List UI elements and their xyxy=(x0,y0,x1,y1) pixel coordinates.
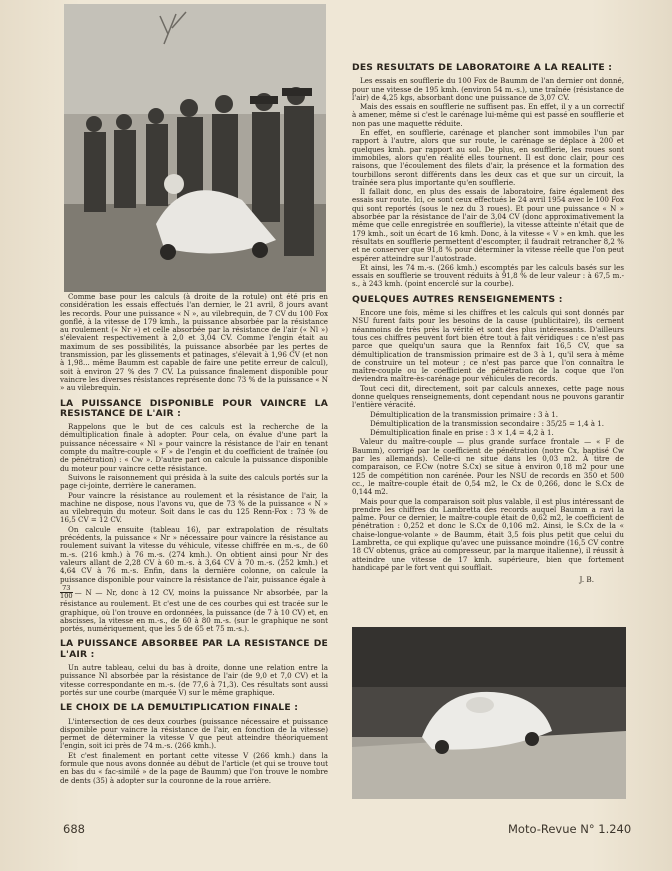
heading-puissance-disponible: LA PUISSANCE DISPONIBLE POUR VAINCRE LA RESISTANCE DE L'AIR : xyxy=(60,397,328,419)
paragraph: Les essais en soufflerie du 100 Fox de Baumm de l'an dernier ont donné, pour une vitesse de 195 kmh. (environ 54 m.-s.), une traînée (résistance de l'air) de 4,25 kgs, absorbant donc une puissance de 3,07 CV. xyxy=(352,76,624,102)
paragraph: Mais pour que la comparaison soit plus valable, il est plus intéressant de prendre les chiffres du Lambretta des records auquel Baumm a ravi la palme. Pour ce dernier, le maître-couple était de 0,62 m2, le coefficient de pénétration : 0,252 et donc le S.Cx de 0,106 m2. Ainsi, le S.Cx de la « chaise-longue-volante » de Baumm, était 3,5 fois plus petit que celui du Lambretta, ce qui explique qu'avec une puissance moindre (16,5 CV contre 18 CV obtenus, grâce au compresseur, par la marque italienne), il réussit à atteindre une vitesse de 17 kmh. supérieure, bien que fortement handicapé par le fort vent qui soufflait. xyxy=(352,496,624,572)
fraction xyxy=(60,585,73,601)
magazine-footer: Moto-Revue N° 1.240 xyxy=(508,822,632,836)
paragraph: Tout ceci dit, directement, soit par calculs annexes, cette page nous donne quelques renseignements, dont cependant nous ne pouvons garantir l'entière véracité. xyxy=(352,383,624,410)
paragraph: L'intersection de ces deux courbes (puissance nécessaire et puissance disponible pour vaincre la résistance de l'air, en fonction de la vitesse) permet de déterminer la vitesse V que peut atteindre théoriquement l'engin, soit ici près de 74 m.-s. (266 kmh.). xyxy=(60,716,328,751)
paragraph: Et c'est finalement en portant cette vitesse V (266 kmh.) dans la formule que nous avons donnée au début de l'article (et qui se trouve tout en bas du « fac-similé » de la page de Baumm) que l'on trouve le nombre de dents (35) à adopter sur la couronne de la roue arrière. xyxy=(60,750,328,785)
heading-autres-renseignements: QUELQUES AUTRES RENSEIGNEMENTS : xyxy=(352,293,563,305)
photo-streamlined-record-motorcycle xyxy=(352,627,626,799)
paragraph: Suivons le raisonnement qui présida à la suite des calculs portés sur la page ci-jointe, derrière le caneramen. xyxy=(60,472,328,491)
paragraph-with-fraction xyxy=(60,585,328,634)
heading-resultats-laboratoire: DES RESULTATS DE LABORATOIRE A LA REALITE : xyxy=(352,62,613,73)
left-column xyxy=(60,293,328,786)
author-signature: J. B. xyxy=(579,575,594,585)
right-column xyxy=(352,63,624,585)
paragraph-tail: — N — Nr, donc à 12 CV, moins la puissance Nr absorbée, par la résistance au roulement. Et c'est une de ces courbes qui est tracée sur le graphique, où l'on trouve en ordonnées, la puissance (de 7 à 10 CV) et, en abscisses, la vitesse en m.-s., de 60 à 80 m.-s. (sur le graphique ne sont portés, numériquement, que les 5 de 65 et 75 m.-s.). xyxy=(60,587,328,634)
paragraph: En effet, en soufflerie, carénage et plancher sont immobiles l'un par rapport à l'autre, alors que sur route, le carénage se déplace à 200 et quelques kmh. par rapport au sol. De plus, en soufflerie, les roues sont immobiles, alors qu'en réalité elles tournent. Il est donc clair, pour ces raisons, que l'écoulement des filets d'air, la présence et la formation des tourbillons seront différents dans les deux cas et que sur un circuit, la traînée sera plus importante qu'en soufflerie. xyxy=(352,128,624,187)
photo-crowd-with-streamlined-motorcycle xyxy=(64,4,326,292)
paragraph: Valeur du maître-couple — plus grande surface frontale — « F de Baumm), corrigé par le coefficient de pénétration (notre Cx, baptisé Cw par les allemands). Celle-ci ne situe dans les 0,03 m2. À titre de comparaison, ce F.Cw (notre S.Cx) se situe à environ 0,18 m2 pour une 125 de compétition non carénée. Pour les NSU de records en 350 et 500 cc., le maître-couple était de 0,54 m2, le Cx de 0,266, donc le S.Cx de 0,144 m2. xyxy=(352,437,624,497)
heading-puissance-absorbee: LA PUISSANCE ABSORBEE PAR LA RESISTANCE DE L'AIR : xyxy=(60,638,328,660)
list-item: Démultiplication de la transmission secondaire : 35/25 = 1,4 à 1. xyxy=(370,418,604,428)
heading-choix-demultiplication: LE CHOIX DE LA DEMULTIPLICATION FINALE : xyxy=(60,702,299,714)
paragraph: Encore une fois, même si les chiffres et les calculs qui sont donnés par NSU furent faits pour les besoins de la cause (publicitaire), ils cernent néanmoins de très près la vérité et sont des plus intéressants. D'ailleurs tous ces chiffres peuvent fort bien être tout à fait véridiques : ce n'est pas parce que quelqu'un saura que la Rennfox fait 16,5 CV, que sa démultiplication de transmission primaire est de 3 à 1, qu'il sera à même de construire un tel moteur ; ce n'est pas parce que l'on connaîtra le maître-couple ou le coefficient de pénétration de la coque que l'on deviendra maître-ès-carénage pour véhicules de records. xyxy=(352,308,624,384)
photo-bottom-illustration xyxy=(352,627,626,799)
paragraph: Pour vaincre la résistance au roulement et la résistance de l'air, la machine ne dispose, nous l'avons vu, que de 73 % de la puissance « N » au vilebrequin du moteur. Soit dans le cas du 125 Renn-Fox : 73 % de 16,5 CV = 12 CV. xyxy=(60,490,328,525)
fraction-denominator: 100 xyxy=(60,592,73,601)
page-number: 688 xyxy=(63,822,85,836)
paragraph: Il fallait donc, en plus des essais de laboratoire, faire également des essais sur route. Ici, ce sont ceux effectués le 24 avril 1954 avec le 100 Fox qui sont reportés (sous le nez du 3 roues). Et pour une puissance « N » absorbée par la résistance de l'air de 3,04 CV (donc approximativement la même que celle enregistrée en soufflerie), la vitesse atteinte n'était que de 179 kmh., soit un écart de 16 kmh. Donc, à la vitesse « V » en kmh. que les résultats en soufflerie permettent d'escompter, il faudrait retrancher 8,2 % et ne conserver que 91,8 % pour déterminer la vitesse réelle que l'on peut espérer atteindre sur l'autostrade. xyxy=(352,187,624,263)
paragraph: Rappelons que le but de ces calculs est la recherche de la démultiplication finale à adopter. Pour cela, on évalue d'une part la puissance nécessaire « Nl » pour vaincre la résistance de l'air en tenant compte du maître-couple « F » de l'engin et du coefficient de traînée (ou de pénétration) : « Cw ». D'autre part on calcule la puissance disponible du moteur pour vaincre cette résistance. xyxy=(60,422,328,473)
list-item: Démultiplication finale en prise : 3 × 1,4 = 4,2 à 1. xyxy=(370,428,554,438)
photo-top-illustration xyxy=(64,4,326,292)
fraction-numerator: 73 xyxy=(60,585,73,593)
paragraph: Mais des essais en soufflerie ne suffisent pas. En effet, il y a un correctif à amener, même si c'est le carénage lui-même qui est passé en soufflerie et non pas une maquette réduite. xyxy=(352,102,624,128)
list-item: Démultiplication de la transmission primaire : 3 à 1. xyxy=(370,409,559,419)
paragraph: Un autre tableau, celui du bas à droite, donne une relation entre la puissance Nl absorbée par la résistance de l'air (de 9,0 et 7,0 CV) et la vitesse correspondante en m.-s. (de 77,6 à 71,3). Ces résultats sont aussi portés sur une courbe (marquée V) sur le même graphique. xyxy=(60,663,328,697)
photo-caption: Comme base pour les calculs (à droite de la rotule) ont été pris en considération les essais effectués l'an dernier, le 21 avril, 8 jours avant les records. Pour une puissance « N », au vilebrequin, de 7 CV du 100 Fox gonflé, à la vitesse de 179 kmh., la puissance absorbée par la résistance au roulement (« Nr ») et celle absorbée par la résistance de l'air (« Nl ») s'élevaient respectivement à 2,0 et 3,04 CV. Comme l'engin était au maximum de ses possibilités, la puissance absorbée par les pertes de transmission, par les glissements et patinages, s'élevait à 1,96 CV (et non à 1,98... même Baumm est capable de faire une petite erreur de calcul), soit à environ 27 % des 7 CV. La puissance finalement disponible pour vaincre les diverses résistances représente donc 73 % de la puissance « N » au vilebrequin. xyxy=(60,292,328,393)
paragraph: On calcule ensuite (tableau 16), par extrapolation de résultats précédents, la puissance « Nr » nécessaire pour vaincre la résistance au roulement suivant la vitesse du véhicule, vitesse chiffrée en m.-s., de 60 m.-s. (216 kmh.) à 76 m.-s. (274 kmh.). On obtient ainsi pour Nr des valeurs allant de 2,28 CV à 60 m.-s. à 3,64 CV à 70 m.-s. (252 kmh.) et 4,64 CV à 76 m.-s. Enfin, dans la dernière colonne, on calcule la puissance disponible pour vaincre la résistance de l'air, puissance égale à xyxy=(60,524,328,584)
paragraph: Et ainsi, les 74 m.-s. (266 kmh.) escomptés par les calculs basés sur les essais en soufflerie se trouvent réduits à 91,8 % de leur valeur : à 67,5 m.-s., à 243 kmh. (point encerclé sur la courbe). xyxy=(352,262,624,289)
